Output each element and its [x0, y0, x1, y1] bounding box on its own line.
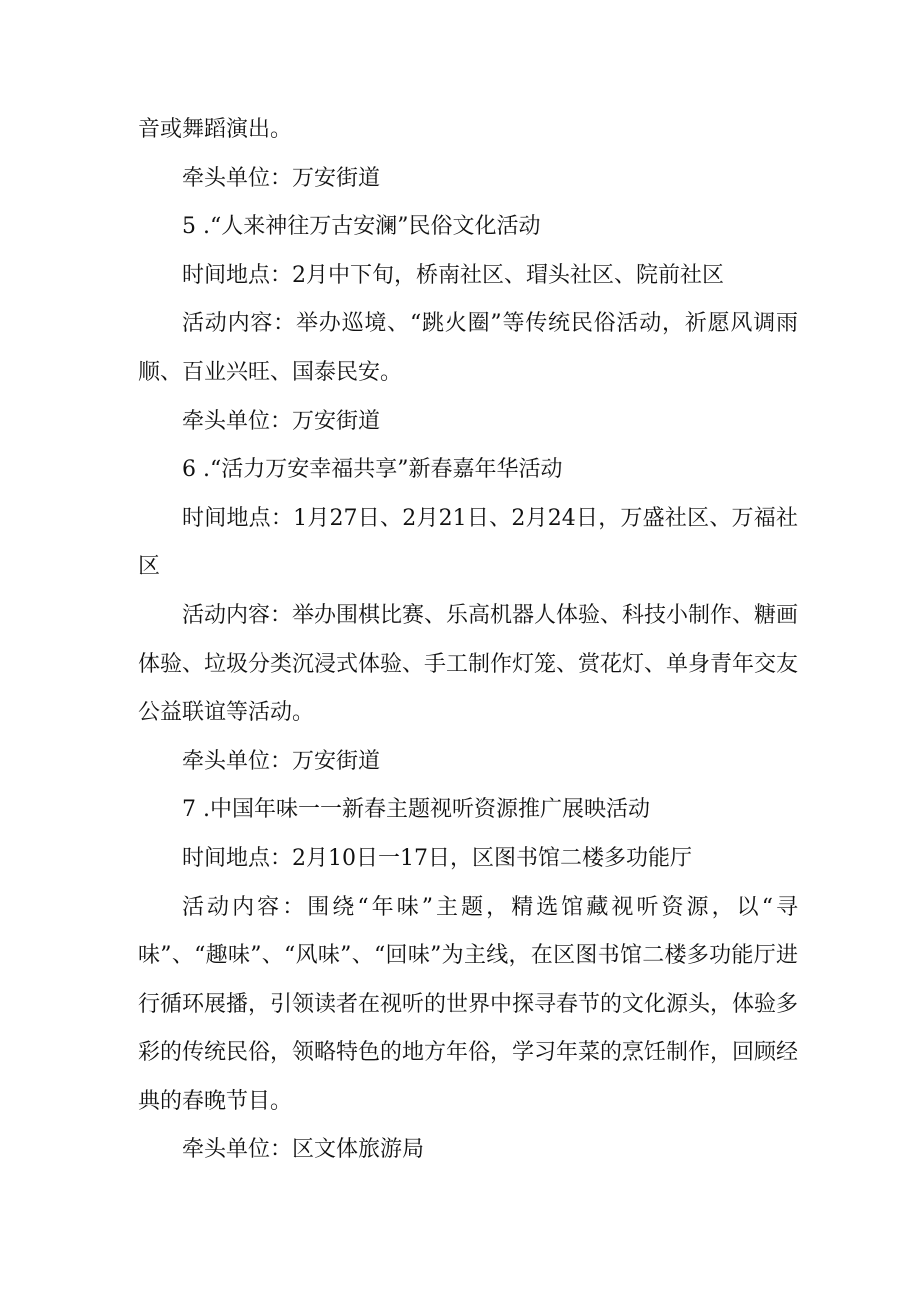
document-body [138, 106, 798, 1175]
paragraph-activity-content: 活动内容：围绕“年味”主题，精选馆藏视听资源，以“寻味”、“趣味”、“风味”、“回味”为主线，在区图书馆二楼多功能厅进行循环展播，引领读者在视听的世界中探寻春节的文化源头，体验多彩的传统民俗，领略特色的地方年俗，学习年菜的烹饪制作，回顾经典的春晚节目。 [138, 894, 799, 1114]
paragraph-time-place: 时间地点：2月中下旬，桥南社区、瑁头社区、院前社区 [182, 262, 724, 288]
paragraph-continuation: 音或舞蹈演出。 [138, 117, 293, 142]
paragraph-lead-unit: 牵头单位：万安街道 [182, 408, 381, 434]
paragraph-item-heading: 7 .中国年味一一新春主题视听资源推广展映活动 [182, 797, 650, 823]
paragraph-lead-unit: 牵头单位：区文体旅游局 [182, 1137, 425, 1163]
paragraph-lead-unit: 牵头单位：万安街道 [182, 165, 381, 191]
paragraph-time-place: 时间地点：2月10日一17日，区图书馆二楼多功能厅 [182, 845, 692, 871]
paragraph-item-heading: 5 .“人来神往万古安澜”民俗文化活动 [182, 214, 541, 240]
paragraph-activity-content: 活动内容：举办围棋比赛、乐高机器人体验、科技小制作、糖画体验、垃圾分类沉浸式体验、手工制作灯笼、赏花灯、单身青年交友公益联谊等活动。 [138, 602, 799, 726]
paragraph-time-place: 时间地点：1月27日、2月21日、2月24日，万盛社区、万福社区 [138, 505, 798, 580]
paragraph-item-heading: 6 .“活力万安幸福共享”新春嘉年华活动 [182, 457, 563, 483]
paragraph-activity-content: 活动内容：举办巡境、“跳火圈”等传统民俗活动，祈愿风调雨顺、百业兴旺、国泰民安。 [138, 311, 798, 385]
paragraph-lead-unit: 牵头单位：万安街道 [182, 748, 381, 774]
